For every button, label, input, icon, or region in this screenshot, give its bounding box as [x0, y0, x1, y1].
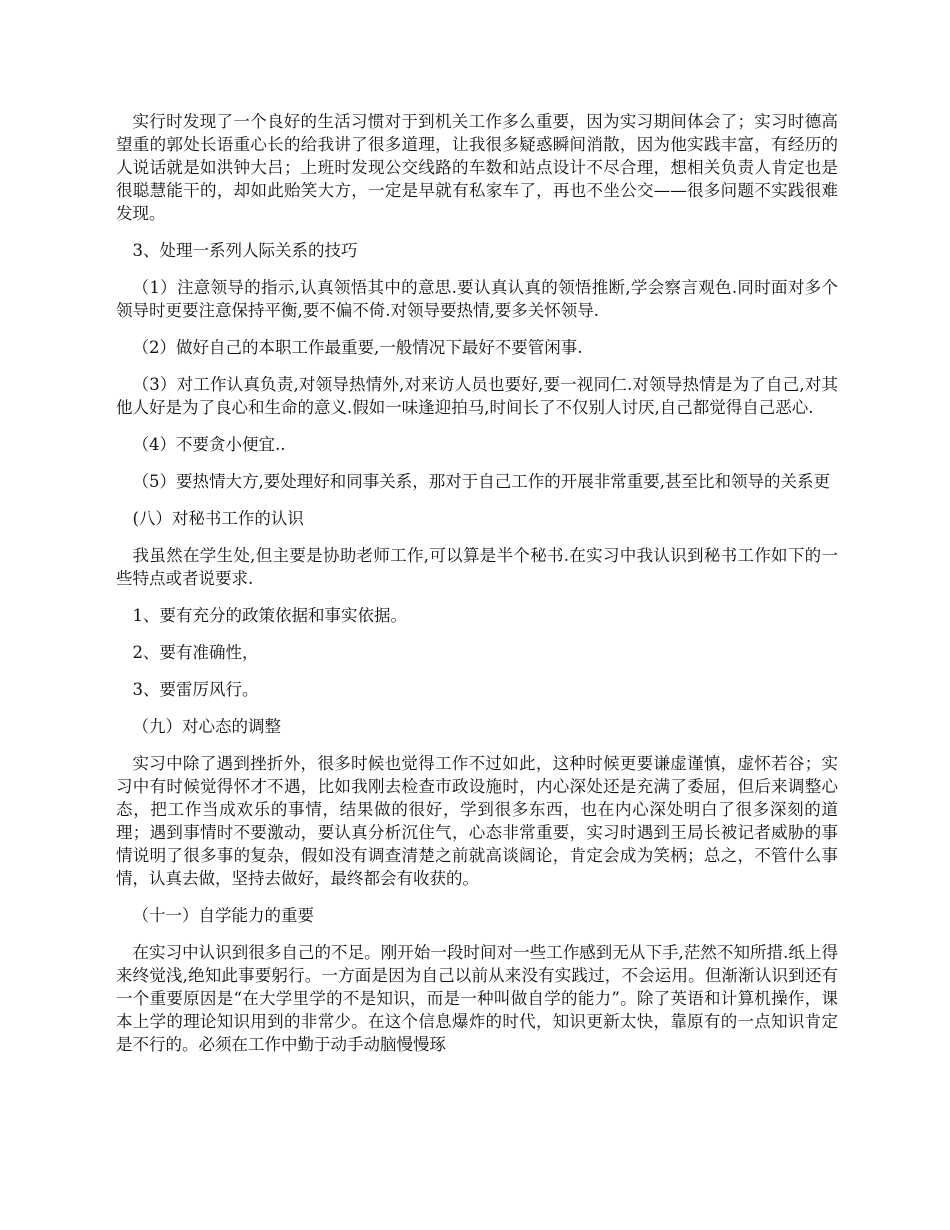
document-page — [116, 110, 838, 1070]
list-item-5: （5）要热情大方,要处理好和同事关系，那对于自己工作的开展非常重要,甚至比和领导的关系更 — [132, 472, 830, 491]
list-item-1: （1）注意领导的指示,认真领悟其中的意思.要认真认真的领悟推断,学会察言观色.同时面对多个领导时更要注意保持平衡,要不偏不倚.对领导要热情,要多关怀领导. — [116, 278, 838, 320]
list-item-4: （4）不要贪小便宜.. — [132, 435, 286, 454]
paragraph-mindset: 实习中除了遇到挫折外，很多时候也觉得工作不过如此，这种时候更要谦虚谨慎，虚怀若谷；实习中有时候觉得怀才不遇，比如我刚去检查市政设施时，内心深处还是充满了委屈，但后来调整心态，把工作当成欢乐的事情，结果做的很好，学到很多东西，也在内心深处明白了很多深刻的道理；遇到事情时不要激动，要认真分析沉住气，心态非常重要，实习时遇到王局长被记者威胁的事情说明了很多事的复杂，假如没有调查清楚之前就高谈阔论，肯定会成为笑柄；总之，不管什么事情，认真去做，坚持去做好，最终都会有收获的。 — [116, 754, 838, 888]
paragraph-secretary-intro: 我虽然在学生处,但主要是协助老师工作,可以算是半个秘书.在实习中我认识到秘书工作如下的一些特点或者说要求. — [116, 546, 838, 588]
list-item-3: （3）对工作认真负责,对领导热情外,对来访人员也要好,要一视同仁.对领导热情是为了自己,对其他人好是为了良心和生命的意义.假如一味逢迎拍马,时间长了不仅别人讨厌,自己都觉得自己恶心. — [116, 375, 838, 417]
requirement-item-3: 3、要雷厉风行。 — [132, 680, 259, 699]
requirement-item-2: 2、要有准确性， — [132, 643, 259, 662]
section-heading-mindset: （九）对心态的调整 — [132, 717, 281, 736]
requirement-item-1: 1、要有充分的政策依据和事实依据。 — [132, 606, 407, 625]
list-item-2: （2）做好自己的本职工作最重要,一般情况下最好不要管闲事. — [132, 338, 583, 357]
section-heading-interpersonal-skills: 3、处理一系列人际关系的技巧 — [132, 241, 358, 260]
section-heading-self-learning: （十一）自学能力的重要 — [132, 906, 314, 925]
section-heading-secretary-work: (八）对秘书工作的认识 — [132, 509, 304, 528]
paragraph-practice-habits: 实行时发现了一个良好的生活习惯对于到机关工作多么重要，因为实习期间体会了；实习时德高望重的郭处长语重心长的给我讲了很多道理，让我很多疑惑瞬间消散，因为他实践丰富，有经历的人说话就是如洪钟大吕；上班时发现公交线路的车数和站点设计不尽合理，想相关负责人肯定也是很聪慧能干的，却如此贻笑大方，一定是早就有私家车了，再也不坐公交——很多问题不实践很难发现。 — [116, 112, 838, 223]
paragraph-self-learning: 在实习中认识到很多自己的不足。刚开始一段时间对一些工作感到无从下手,茫然不知所措.纸上得来终觉浅,绝知此事要躬行。一方面是因为自己以前从来没有实践过，不会运用。但渐渐认识到还有一个重要原因是“在大学里学的不是知识，而是一种叫做自学的能力”。除了英语和计算机操作，课本上学的理论知识用到的非常少。在这个信息爆炸的时代，知识更新太快，靠原有的一点知识肯定是不行的。必须在工作中勤于动手动脑慢慢琢 — [116, 943, 838, 1054]
